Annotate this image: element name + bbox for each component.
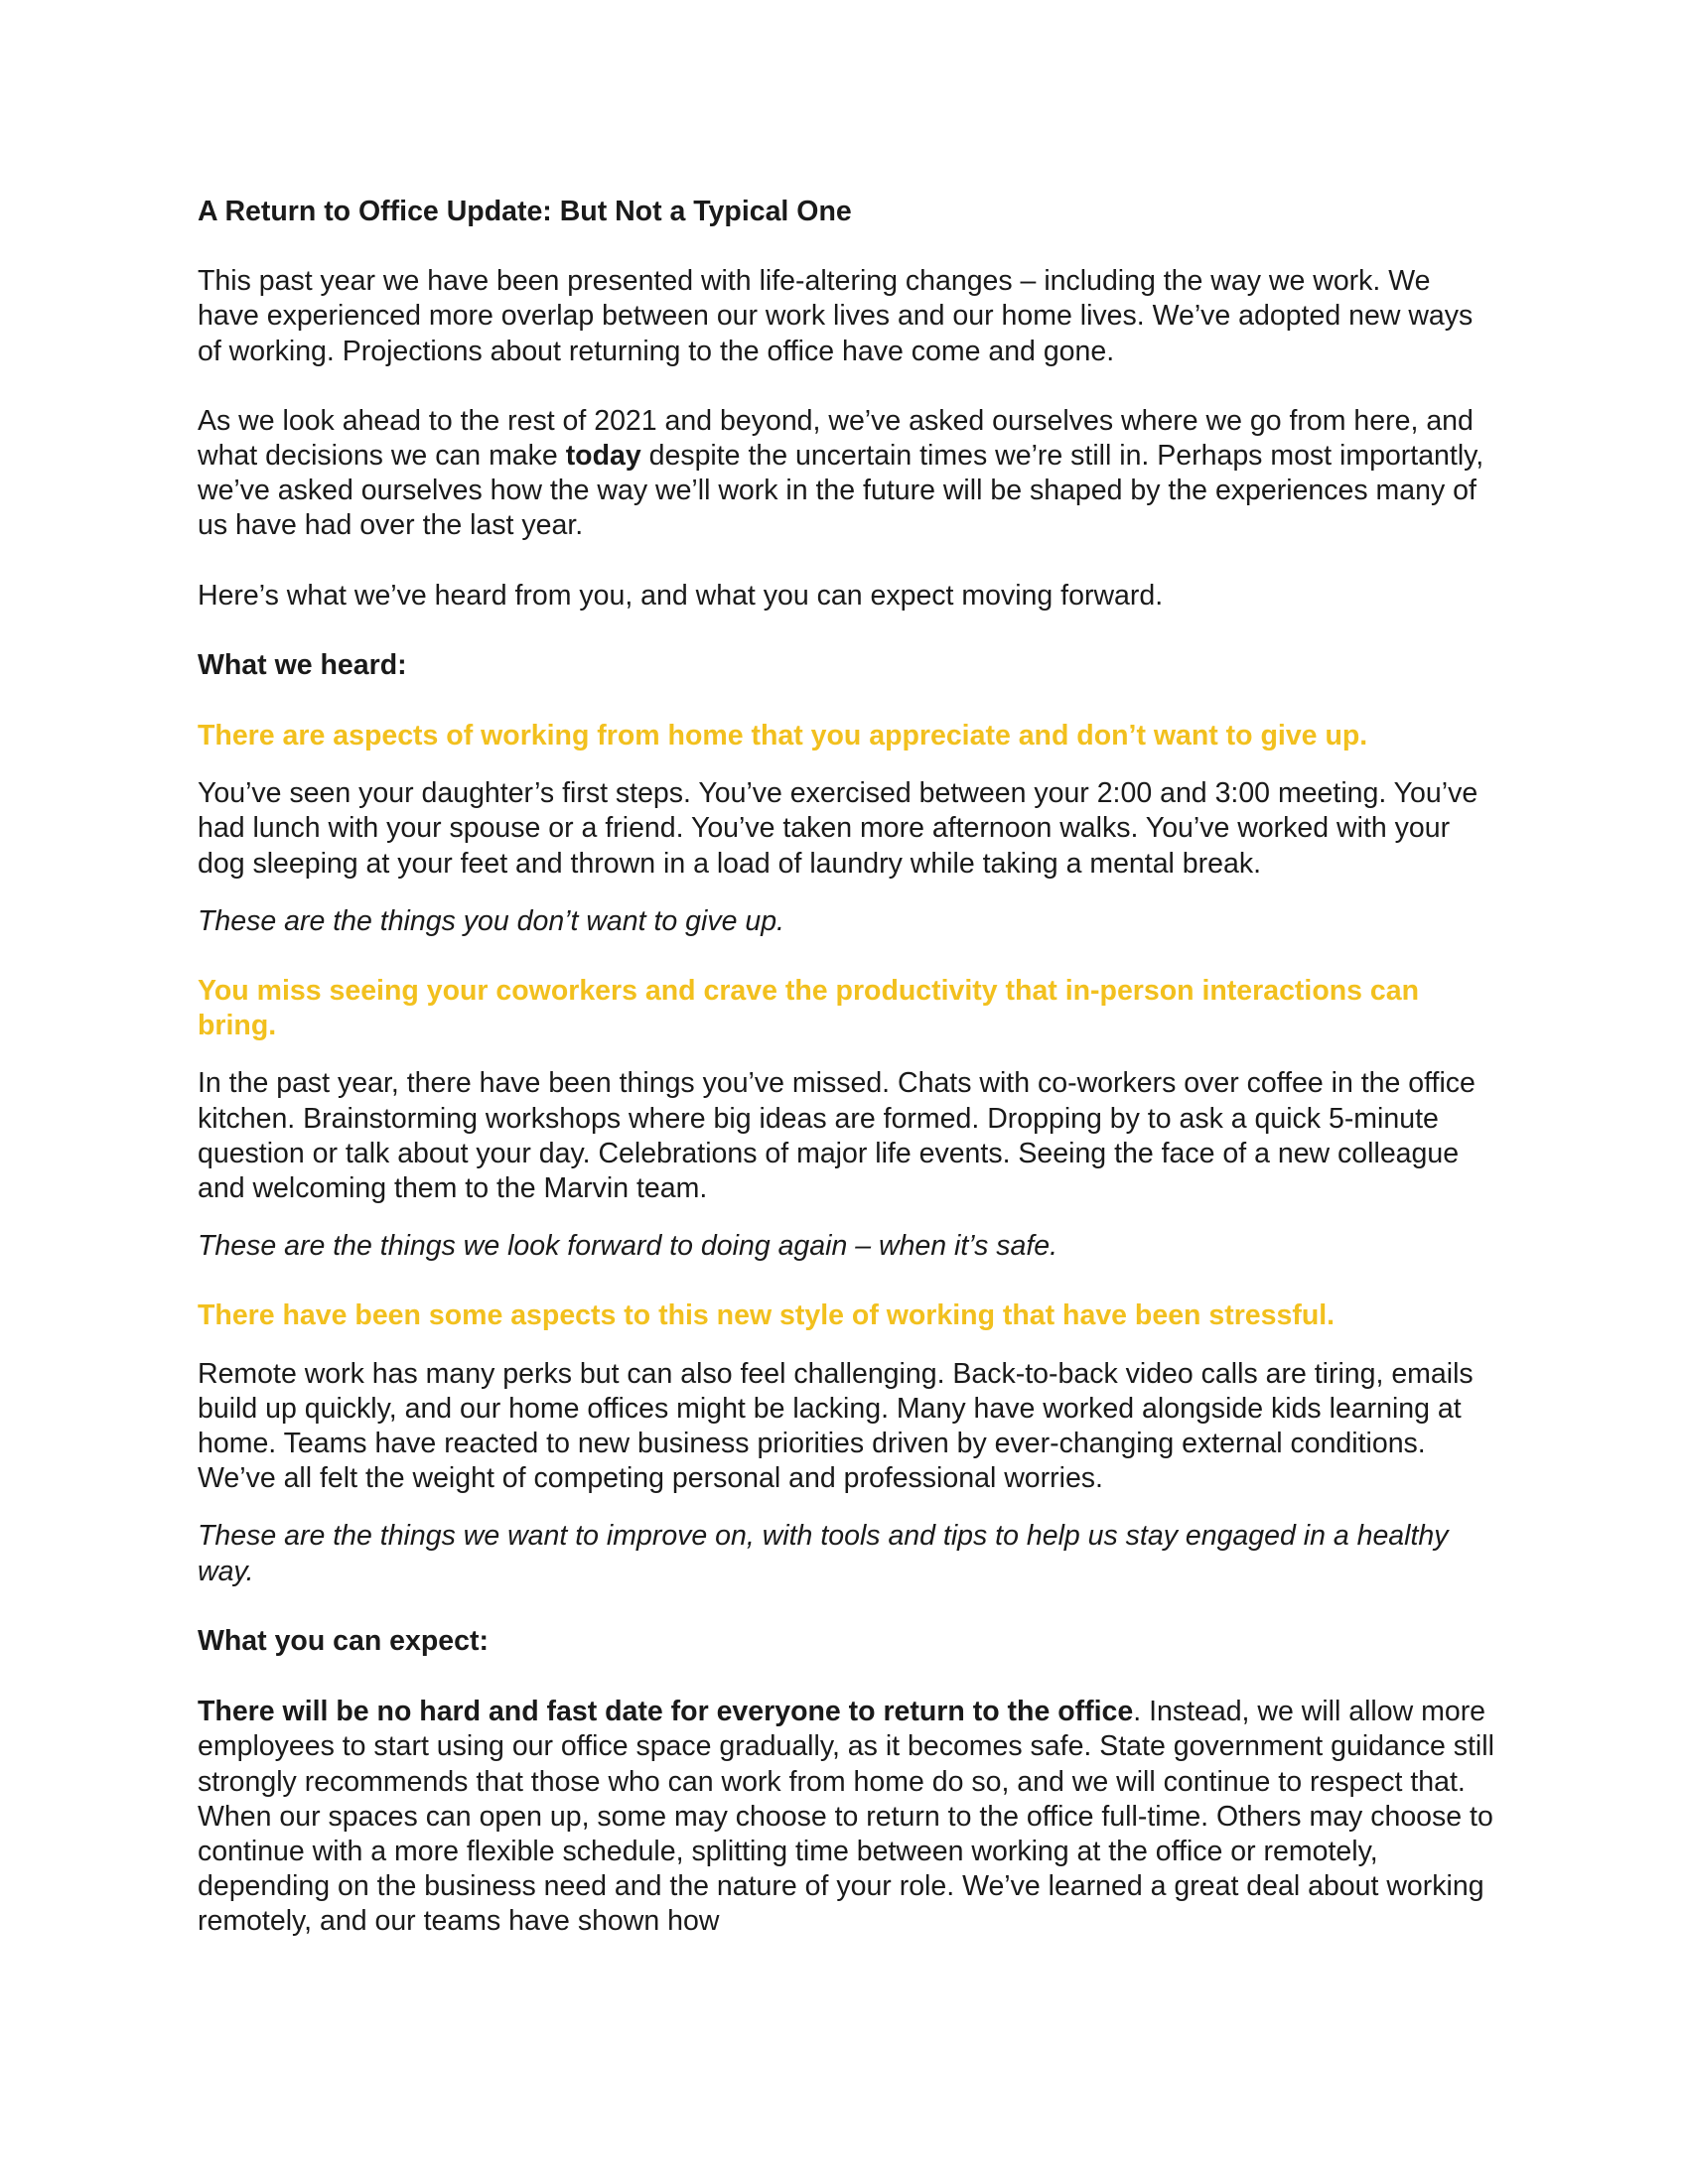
section-2-heading: You miss seeing your coworkers and crave the productivity that in-person interactions can bring.	[198, 975, 1420, 1042]
document-body	[198, 195, 1498, 1940]
intro-paragraph-2-end: despite the uncertain times we’re still in. Perhaps most importantly, we’ve asked ourselves how the way we’ll work in the future will be shaped by the experiences many of us have had over the last year.	[198, 440, 1484, 542]
expect-paragraph-emphasis: There will be no hard and fast date for everyone to return to the office	[198, 1696, 1134, 1728]
expect-paragraph	[198, 1695, 1498, 1939]
intro-paragraph-1: This past year we have been presented with life-altering changes – including the way we work. We have experienced more overlap between our work lives and our home lives. We’ve adopted new ways of working. Projections about returning to the office have come and gone.	[198, 265, 1474, 367]
section-2-takeaway: These are the things we look forward to doing again – when it’s safe.	[198, 1230, 1058, 1263]
intro-paragraph-2-start: As we look ahead to the rest of 2021 and beyond, we’ve asked ourselves where we go from here, and what decisions we can make	[198, 404, 1474, 473]
what-we-heard-heading: What we heard:	[198, 648, 407, 681]
section-3-takeaway: These are the things we want to improve on, with tools and tips to help us stay engaged in a healthy way.	[198, 1520, 1449, 1587]
section-1-heading: There are aspects of working from home that you appreciate and don’t want to give up.	[198, 720, 1368, 752]
intro-paragraph-2-emphasis: today	[565, 440, 641, 473]
section-1-takeaway: These are the things you don’t want to give up.	[198, 904, 784, 937]
section-3-heading: There have been some aspects to this new style of working that have been stressful.	[198, 1299, 1336, 1332]
section-1-body: You’ve seen your daughter’s first steps. You’ve exercised between your 2:00 and 3:00 meeting. You’ve had lunch with your spouse or a friend. You’ve taken more afternoon walks. You’ve worked with your dog sleeping at your feet and thrown in a load of laundry while taking a mental break.	[198, 777, 1478, 880]
section-3-body: Remote work has many perks but can also feel challenging. Back-to-back video calls are tiring, emails build up quickly, and our home offices might be lacking. Many have worked alongside kids learning at home. Teams have reacted to new business priorities driven by ever-changing external conditions. We’ve all felt the weight of competing personal and professional worries.	[198, 1357, 1474, 1495]
document-title: A Return to Office Update: But Not a Typical One	[198, 196, 852, 227]
what-you-can-expect-heading: What you can expect:	[198, 1624, 489, 1657]
intro-paragraph-2	[198, 404, 1498, 544]
expect-paragraph-body: . Instead, we will allow more employees to start using our office space gradually, as it becomes safe. State government guidance still strongly recommends that those who can work from home do so, and we will continue to respect that. When our spaces can open up, some may choose to return to the office full-time. Others may choose to continue with a more flexible schedule, splitting time between working at the office or remotely, depending on the business need and the nature of your role. We’ve learned a great deal about working remotely, and our teams have shown how	[198, 1696, 1494, 1938]
intro-paragraph-3: Here’s what we’ve heard from you, and what you can expect moving forward.	[198, 579, 1164, 612]
section-2-body: In the past year, there have been things you’ve missed. Chats with co-workers over coffee in the office kitchen. Brainstorming workshops where big ideas are formed. Dropping by to ask a quick 5-minute question or talk about your day. Celebrations of major life events. Seeing the face of a new colleague and welcoming them to the Marvin team.	[198, 1067, 1476, 1205]
